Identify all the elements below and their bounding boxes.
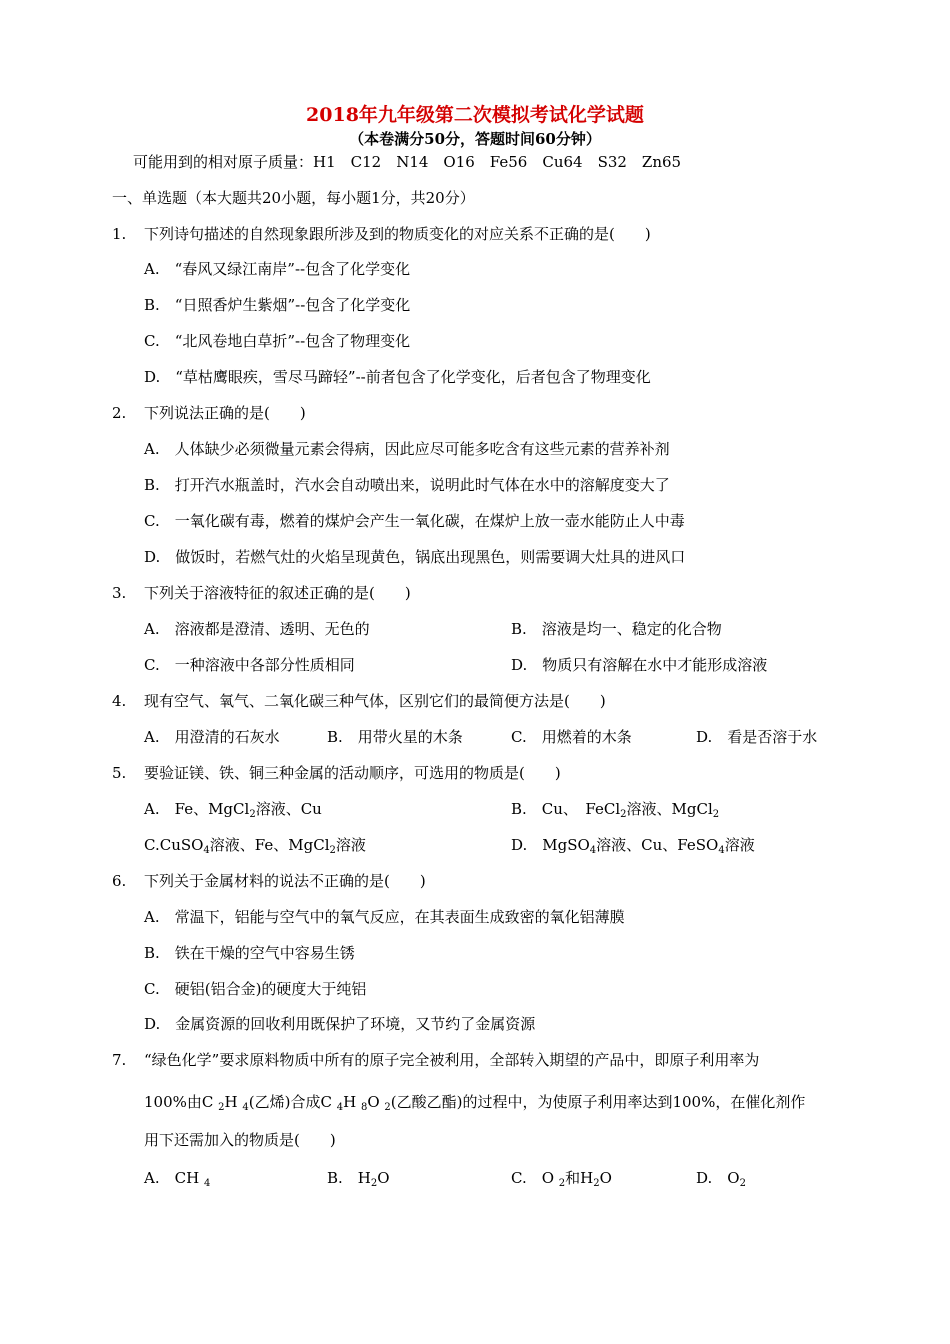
option-b: B. 铁在干燥的空气中容易生锈 bbox=[144, 944, 355, 962]
formula-text: D. MgSO bbox=[511, 836, 590, 854]
question-number: 4. bbox=[112, 692, 127, 710]
option-c bbox=[144, 835, 366, 861]
subscript: 4 bbox=[203, 845, 210, 856]
option-c: C. “北风卷地白草折”--包含了物理变化 bbox=[144, 332, 411, 350]
subscript: 2 bbox=[739, 1178, 746, 1189]
formula-text: O bbox=[377, 1169, 390, 1187]
subscript: 2 bbox=[593, 1178, 600, 1189]
formula-text: A. CH bbox=[144, 1169, 204, 1187]
formula-text: 溶液、Cu bbox=[255, 800, 322, 818]
option-c: C. 硬铝(铝合金)的硬度大于纯铝 bbox=[144, 980, 367, 998]
question-stem-line-2 bbox=[144, 1092, 805, 1118]
option-c: C. 用燃着的木条 bbox=[511, 728, 632, 746]
option-a: A. 常温下，铝能与空气中的氧气反应，在其表面生成致密的氧化铝薄膜 bbox=[144, 908, 625, 926]
option-c: C. 一种溶液中各部分性质相同 bbox=[144, 656, 355, 674]
option-a bbox=[144, 1168, 210, 1194]
question-stem: 下列说法正确的是( ) bbox=[144, 404, 306, 422]
subscript: 2 bbox=[249, 809, 256, 820]
subscript: 4 bbox=[718, 845, 725, 856]
subscript: 2 bbox=[712, 809, 720, 820]
question-number: 3. bbox=[112, 584, 127, 602]
option-b: B. 用带火星的木条 bbox=[327, 728, 463, 746]
subscript: 4 bbox=[336, 1102, 344, 1113]
subscript: 2 bbox=[620, 809, 627, 820]
question-stem: 下列诗句描述的自然现象跟所涉及到的物质变化的对应关系不正确的是( ) bbox=[144, 225, 651, 243]
formula-text: B. H bbox=[327, 1169, 371, 1187]
option-d: D. 金属资源的回收利用既保护了环境，又节约了金属资源 bbox=[144, 1015, 536, 1033]
formula-text: C. O bbox=[511, 1169, 559, 1187]
option-d: D. 物质只有溶解在水中才能形成溶液 bbox=[511, 656, 768, 674]
formula-text: 溶液、Cu、FeSO bbox=[596, 836, 719, 854]
option-b: B. 溶液是均一、稳定的化合物 bbox=[511, 620, 722, 638]
question-stem: 下列关于金属材料的说法不正确的是( ) bbox=[144, 872, 426, 890]
exam-subtitle: （本卷满分50分，答题时间60分钟） bbox=[349, 130, 601, 148]
option-d: D. 看是否溶于水 bbox=[696, 728, 818, 746]
question-stem: 现有空气、氧气、二氧化碳三种气体，区别它们的最简便方法是( ) bbox=[144, 692, 606, 710]
formula-text: 溶液 bbox=[724, 836, 755, 854]
question-number: 1. bbox=[112, 225, 127, 243]
subscript: 4 bbox=[242, 1102, 249, 1113]
formula-text: O bbox=[599, 1169, 612, 1187]
question-stem-line-1: “绿色化学”要求原料物质中所有的原子完全被利用，全部转入期望的产品中，即原子利用率为 bbox=[144, 1051, 760, 1069]
section-heading: 一、单选题（本大题共20小题，每小题1分，共20分） bbox=[112, 189, 475, 207]
option-a: A. 用澄清的石灰水 bbox=[144, 728, 280, 746]
option-b bbox=[327, 1168, 390, 1194]
subscript: 8 bbox=[360, 1102, 368, 1113]
option-b bbox=[511, 799, 719, 825]
option-a: A. 人体缺少必须微量元素会得病，因此应尽可能多吃含有这些元素的营养补剂 bbox=[144, 440, 670, 458]
subscript: 2 bbox=[558, 1178, 566, 1189]
subscript: 2 bbox=[384, 1102, 391, 1113]
option-a bbox=[144, 799, 322, 825]
formula-text: 100%由C bbox=[144, 1093, 219, 1111]
formula-text: 溶液、Fe、MgCl bbox=[209, 836, 330, 854]
question-stem-line-3: 用下还需加入的物质是( ) bbox=[144, 1131, 336, 1149]
option-b: B. 打开汽水瓶盖时，汽水会自动喷出来，说明此时气体在水中的溶解度变大了 bbox=[144, 476, 670, 494]
option-a: A. “春风又绿江南岸”--包含了化学变化 bbox=[144, 260, 411, 278]
subscript: 2 bbox=[370, 1178, 378, 1189]
formula-text: 溶液 bbox=[335, 836, 366, 854]
question-number: 7. bbox=[112, 1051, 127, 1069]
option-c bbox=[511, 1168, 612, 1194]
option-d: D. 做饭时，若燃气灶的火焰呈现黄色，锅底出现黑色，则需要调大灶具的进风口 bbox=[144, 548, 686, 566]
subscript: 2 bbox=[218, 1102, 225, 1113]
subscript: 2 bbox=[329, 845, 336, 856]
option-b: B. “日照香炉生紫烟”--包含了化学变化 bbox=[144, 296, 411, 314]
formula-text: C.CuSO bbox=[144, 836, 204, 854]
formula-text: H bbox=[224, 1093, 243, 1111]
option-d bbox=[511, 835, 755, 861]
question-number: 5. bbox=[112, 764, 127, 782]
formula-text: (乙酸乙酯)的过程中，为使原子利用率达到100%，在催化剂作 bbox=[390, 1093, 806, 1111]
formula-text: B. Cu、 FeCl bbox=[511, 800, 621, 818]
question-number: 2. bbox=[112, 404, 127, 422]
question-stem: 下列关于溶液特征的叙述正确的是( ) bbox=[144, 584, 411, 602]
subscript: 4 bbox=[203, 1178, 211, 1189]
formula-text: A. Fe、MgCl bbox=[144, 800, 250, 818]
question-stem: 要验证镁、铁、铜三种金属的活动顺序，可选用的物质是( ) bbox=[144, 764, 561, 782]
option-d bbox=[696, 1168, 746, 1194]
option-c: C. 一氧化碳有毒，燃着的煤炉会产生一氧化碳，在煤炉上放一壶水能防止人中毒 bbox=[144, 512, 685, 530]
formula-text: O bbox=[367, 1093, 385, 1111]
formula-text: H bbox=[343, 1093, 361, 1111]
atomic-masses-note: 可能用到的相对原子质量：H1 C12 N14 O16 Fe56 Cu64 S32 Zn65 bbox=[133, 153, 682, 171]
option-d: D. “草枯鹰眼疾，雪尽马蹄轻”--前者包含了化学变化，后者包含了物理变化 bbox=[144, 368, 651, 386]
formula-text: 溶液、MgCl bbox=[626, 800, 713, 818]
subscript: 4 bbox=[589, 845, 597, 856]
question-number: 6. bbox=[112, 872, 127, 890]
formula-text: D. O bbox=[696, 1169, 740, 1187]
exam-title: 2018年九年级第二次模拟考试化学试题 bbox=[306, 104, 644, 126]
formula-text: (乙烯)合成C bbox=[248, 1093, 337, 1111]
option-a: A. 溶液都是澄清、透明、无色的 bbox=[144, 620, 370, 638]
formula-text: 和H bbox=[565, 1169, 594, 1187]
